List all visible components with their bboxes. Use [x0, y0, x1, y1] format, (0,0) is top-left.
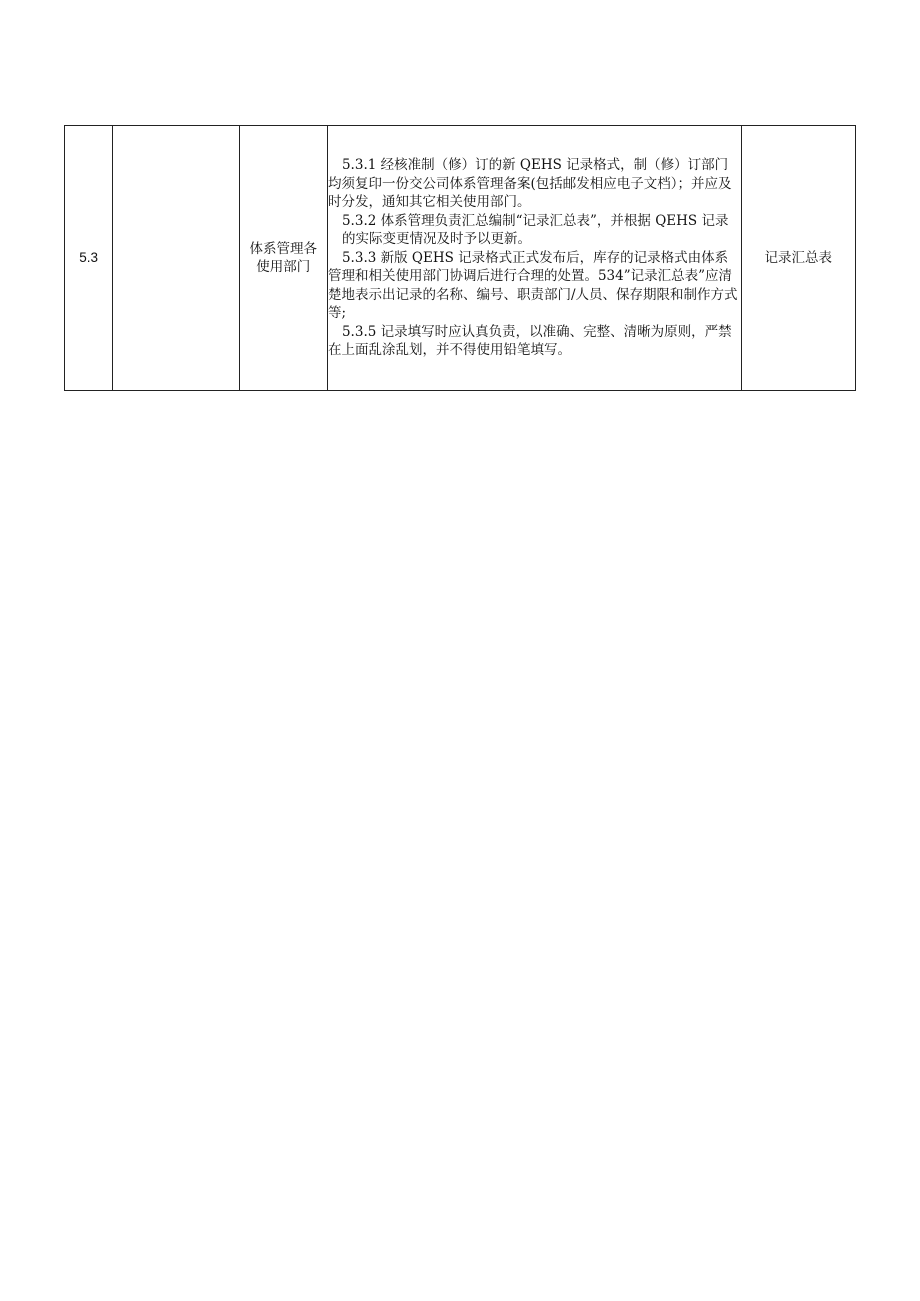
department-line-2: 使用部门: [256, 259, 311, 275]
responsible-department-cell: [239, 126, 327, 391]
clause-5-3-1: 5.3.1 经核准制（修）订的新 QEHS 记录格式，制（修）订部门均须复印一份交公司体系管理备案(包括邮发相应电子文档）；并应及时分发，通知其它相关使用部门。: [327, 157, 732, 211]
department-line-1: 体系管理各: [249, 240, 318, 257]
procedure-content-cell: [327, 126, 741, 391]
clause-5-3-5: 5.3.5 记录填写时应认真负责，以准确、完整、清晰为原则，严禁在上面乱涂乱划，并不得使用铅笔填写。: [327, 323, 732, 359]
blank-cell: [113, 126, 239, 391]
table-row: [65, 126, 856, 391]
procedure-table: [64, 125, 856, 391]
clause-5-3-3: 5.3.3 新版 QEHS 记录格式正式发布后，库存的记录格式由体系管理和相关使用部门协调后进行合理的处置。534”记录汇总表”应清楚地表示出记录的名称、编号、职责部门/人员、保存期限和制作方式等;: [327, 249, 738, 322]
clause-5-3-2: 5.3.2 体系管理负责汇总编制“记录汇总表”，并根据 QEHS 记录的实际变更情况及时予以更新。: [341, 212, 729, 248]
record-form-cell: 记录汇总表: [741, 126, 855, 391]
clause-number-cell: 5.3: [65, 126, 113, 391]
